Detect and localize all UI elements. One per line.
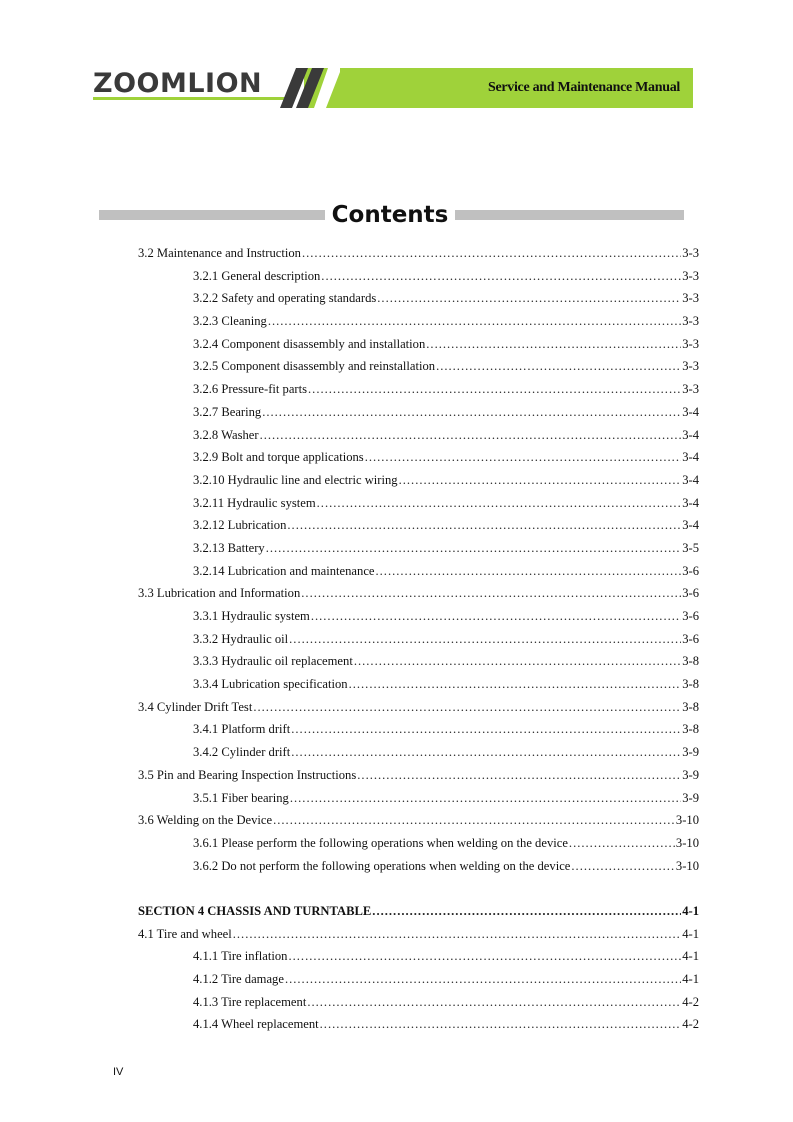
toc-entry-page: 3-8: [682, 722, 699, 737]
toc-entry[interactable]: [138, 289, 699, 312]
toc-entry[interactable]: [138, 403, 699, 426]
toc-entry[interactable]: [138, 494, 699, 517]
toc-entry-title: 4.1.4 Wheel replacement: [193, 1017, 319, 1032]
toc-entry-title: 4.1.1 Tire inflation: [193, 949, 288, 964]
toc-leader-dots: [266, 539, 682, 557]
toc-entry-page: 4-1: [682, 903, 699, 918]
toc-entry[interactable]: [138, 380, 699, 403]
page-number: IV: [113, 1066, 124, 1078]
toc-leader-dots: [291, 743, 681, 761]
toc-entry-title: 3.4.2 Cylinder drift: [193, 745, 291, 760]
toc-entry-page: 4-1: [682, 972, 699, 986]
toc-entry-page: 4-2: [682, 1017, 699, 1032]
toc-leader-dots: [571, 857, 675, 875]
toc-leader-dots: [307, 993, 681, 1011]
toc-entry[interactable]: [138, 766, 699, 789]
toc-entry-page: 4-1: [682, 926, 699, 941]
logo-stripes-icon: [270, 68, 340, 108]
toc-entry-page: 3-3: [682, 246, 699, 260]
toc-leader-dots: [354, 652, 681, 670]
toc-entry[interactable]: [138, 720, 699, 743]
toc-entry-title: 4.1.3 Tire replacement: [193, 994, 307, 1009]
toc-leader-dots: [357, 766, 681, 784]
toc-entry-page: 3-10: [675, 813, 699, 828]
toc-entry-title: 4.1 Tire and wheel: [138, 926, 232, 941]
toc-entry[interactable]: [138, 448, 699, 471]
toc-entry[interactable]: [138, 902, 699, 925]
toc-leader-dots: [288, 947, 681, 965]
toc-entry-title: 3.2.11 Hydraulic system: [193, 495, 316, 510]
toc-leader-dots: [260, 426, 682, 444]
toc-entry-page: 3-4: [682, 495, 699, 510]
toc-entry[interactable]: [138, 857, 699, 880]
toc-leader-dots: [302, 244, 681, 262]
toc-entry-page: 3-3: [682, 314, 699, 329]
toc-entry[interactable]: [138, 675, 699, 698]
toc-entry-page: 3-4: [682, 450, 699, 465]
toc-leader-dots: [301, 584, 681, 602]
toc-entry-page: 3-3: [682, 382, 699, 397]
toc-entry-title: 3.5 Pin and Bearing Inspection Instructions: [138, 767, 357, 782]
toc-leader-dots: [233, 925, 681, 943]
toc-entry-page: 3-3: [682, 359, 699, 374]
toc-leader-dots: [308, 380, 681, 398]
toc-entry-title: 3.2.5 Component disassembly and reinstallation: [193, 359, 436, 374]
toc-entry[interactable]: [138, 1015, 699, 1038]
contents-heading: [99, 200, 684, 230]
toc-leader-dots: [311, 607, 681, 625]
toc-entry[interactable]: [138, 426, 699, 449]
toc-entry-title: 3.3.1 Hydraulic system: [193, 609, 310, 623]
toc-entry-page: 3-6: [682, 631, 699, 646]
toc-entry-page: 4-2: [682, 994, 699, 1009]
toc-entry[interactable]: [138, 834, 699, 857]
toc-entry-title: 3.2.3 Cleaning: [193, 314, 267, 329]
toc-leader-dots: [273, 811, 675, 829]
toc-entry-page: 3-4: [682, 518, 699, 533]
toc-entry-title: SECTION 4 CHASSIS AND TURNTABLE: [138, 903, 372, 918]
toc-entry-page: 3-9: [682, 745, 699, 760]
toc-entry-page: 3-8: [682, 699, 699, 714]
toc-entry-title: 3.3.4 Lubrication specification: [193, 677, 348, 692]
toc-entry-page: 3-4: [682, 404, 699, 419]
toc-leader-dots: [320, 1015, 682, 1033]
toc-entry-page: 3-3: [682, 291, 699, 306]
toc-leader-dots: [317, 494, 682, 512]
toc-entry-title: 3.2.10 Hydraulic line and electric wiring: [193, 472, 398, 487]
toc-entry-page: 3-10: [675, 858, 699, 873]
toc-entry-title: 3.4.1 Platform drift: [193, 722, 291, 737]
toc-entry-title: 3.2.9 Bolt and torque applications: [193, 450, 364, 465]
manual-title: Service and Maintenance Manual: [487, 80, 680, 95]
toc-leader-dots: [291, 720, 681, 738]
toc-entry-title: 3.3 Lubrication and Information: [138, 586, 301, 601]
toc-entry-title: 3.2.6 Pressure-fit parts: [193, 382, 308, 397]
toc-entry-page: 3-6: [682, 609, 699, 623]
page-title: Contents: [331, 202, 449, 228]
toc-entry-page: 3-5: [682, 540, 699, 555]
toc-leader-dots: [569, 834, 675, 852]
toc-entry-title: 3.2.14 Lubrication and maintenance: [193, 563, 375, 578]
table-of-contents: [138, 244, 699, 1038]
toc-leader-dots: [436, 357, 681, 375]
toc-entry[interactable]: [138, 947, 699, 970]
toc-entry-title: 3.2.1 General description: [193, 268, 321, 283]
toc-entry-title: 3.6.2 Do not perform the following operations when welding on the device: [193, 858, 571, 873]
toc-entry-page: 3-9: [682, 790, 699, 805]
toc-entry[interactable]: [138, 993, 699, 1016]
heading-rule-left: [99, 210, 325, 220]
toc-leader-dots: [321, 267, 681, 285]
toc-leader-dots: [285, 970, 681, 988]
toc-entry[interactable]: [138, 970, 699, 993]
toc-leader-dots: [377, 289, 681, 307]
toc-entry-title: 3.2.8 Washer: [193, 427, 259, 442]
toc-entry[interactable]: [138, 244, 699, 267]
toc-entry-title: 3.2.7 Bearing: [193, 404, 262, 419]
toc-entry-page: 3-8: [682, 654, 699, 669]
toc-entry-title: 3.3.3 Hydraulic oil replacement: [193, 654, 353, 669]
toc-entry-page: 3-6: [682, 586, 699, 601]
toc-entry[interactable]: [138, 516, 699, 539]
toc-entry[interactable]: [138, 471, 699, 494]
toc-leader-dots: [376, 562, 682, 580]
page-header: [0, 60, 793, 110]
toc-entry[interactable]: [138, 607, 699, 630]
toc-entry-page: 3-6: [682, 563, 699, 578]
toc-entry[interactable]: [138, 312, 699, 335]
toc-entry[interactable]: [138, 539, 699, 562]
toc-leader-dots: [289, 630, 681, 648]
toc-leader-dots: [262, 403, 681, 421]
toc-leader-dots: [290, 789, 681, 807]
toc-leader-dots: [426, 335, 681, 353]
toc-entry[interactable]: [138, 925, 699, 948]
toc-entry-page: 3-9: [682, 767, 699, 782]
toc-entry-title: 3.2.4 Component disassembly and installation: [193, 336, 426, 351]
toc-entry-title: 3.3.2 Hydraulic oil: [193, 631, 289, 646]
toc-entry[interactable]: [138, 357, 699, 380]
toc-entry-title: 3.2 Maintenance and Instruction: [138, 246, 301, 260]
toc-entry[interactable]: [138, 652, 699, 675]
toc-leader-dots: [287, 516, 681, 534]
toc-leader-dots: [349, 675, 682, 693]
toc-leader-dots: [268, 312, 681, 330]
toc-entry-page: 3-8: [682, 677, 699, 692]
toc-entry-page: 3-10: [675, 835, 699, 850]
section-spacer: [138, 879, 699, 902]
toc-leader-dots: [372, 902, 681, 920]
toc-entry[interactable]: [138, 562, 699, 585]
toc-entry[interactable]: [138, 267, 699, 290]
toc-entry-title: 3.2.12 Lubrication: [193, 518, 287, 533]
toc-entry[interactable]: [138, 698, 699, 721]
toc-entry-title: 3.2.2 Safety and operating standards: [193, 291, 377, 306]
toc-entry-page: 3-3: [682, 336, 699, 351]
heading-rule-right: [455, 210, 684, 220]
toc-entry[interactable]: [138, 584, 699, 607]
toc-entry[interactable]: [138, 335, 699, 358]
toc-entry-title: 3.2.13 Battery: [193, 540, 265, 555]
toc-entry-page: 3-3: [682, 268, 699, 283]
toc-leader-dots: [365, 448, 682, 466]
company-logo: ZOOMLION: [93, 68, 263, 99]
toc-entry[interactable]: [138, 811, 699, 834]
toc-leader-dots: [399, 471, 682, 489]
toc-entry-title: 3.6 Welding on the Device: [138, 813, 273, 828]
toc-entry[interactable]: [138, 789, 699, 812]
toc-entry-page: 3-4: [682, 427, 699, 442]
toc-leader-dots: [253, 698, 681, 716]
toc-entry[interactable]: [138, 630, 699, 653]
toc-entry-page: 4-1: [682, 949, 699, 964]
toc-entry-title: 3.5.1 Fiber bearing: [193, 790, 289, 805]
toc-entry-title: 3.4 Cylinder Drift Test: [138, 699, 253, 714]
toc-entry[interactable]: [138, 743, 699, 766]
toc-entry-page: 3-4: [682, 472, 699, 487]
toc-entry-title: 4.1.2 Tire damage: [193, 972, 284, 986]
toc-entry-title: 3.6.1 Please perform the following operations when welding on the device: [193, 835, 568, 850]
